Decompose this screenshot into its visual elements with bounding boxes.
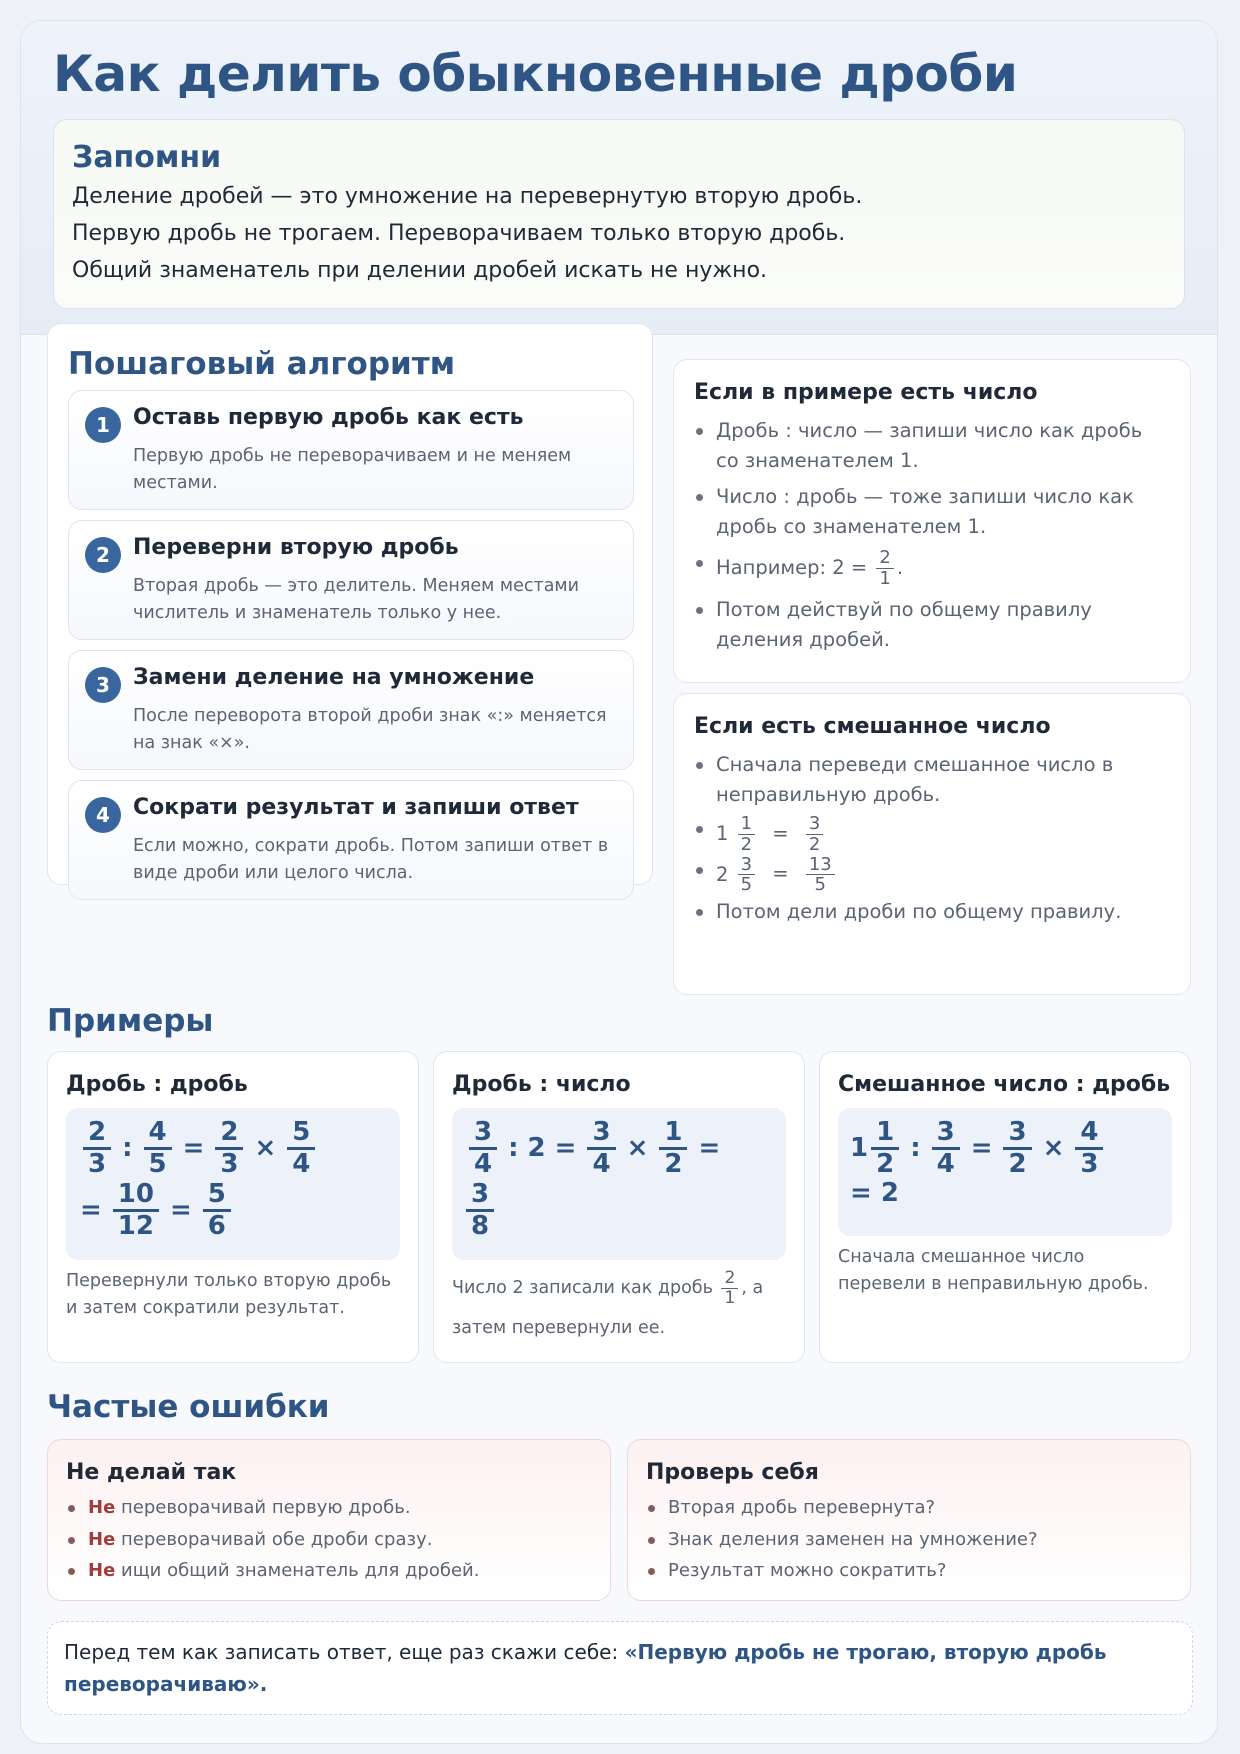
remember-box — [53, 119, 1185, 309]
example-prefix: Например: 2 = — [716, 555, 868, 579]
step-title: Замени деление на умножение — [133, 665, 535, 690]
algorithm-card — [47, 323, 653, 885]
example-note: Число 2 записали как дробь $\frac{2}{1}$ , а затем перевернули ее. — [452, 1267, 764, 1338]
tip-text: Перед тем как записать ответ, еще раз скажи себе: — [64, 1640, 619, 1664]
fraction: $\frac{2}{1}$ — [721, 1269, 738, 1307]
header-section — [21, 21, 1217, 335]
number-case-card — [673, 359, 1191, 683]
check-title: Проверь себя — [646, 1460, 819, 1485]
step-description: Если можно, сократи дробь. Потом запиши ответ в виде дроби или целого числа. — [133, 836, 609, 883]
math-expression: $\frac{3}{4}$ : 2 = $\frac{3}{4}$ × $\frac{1}{2}$ = $\frac{3}{8}$ — [452, 1108, 786, 1260]
step-number-badge: 3 — [85, 667, 121, 703]
algorithm-heading: Пошаговый алгоритм — [68, 346, 456, 382]
list-item: 2 $\frac{3}{5}$ = $\frac{13}{5}$ — [694, 855, 1164, 896]
list-item: Потом действуй по общему правилу деления дробей. — [694, 595, 1164, 655]
list-item: Потом дели дроби по общему правилу. — [694, 897, 1164, 927]
example-card-fraction-by-fraction — [47, 1051, 419, 1363]
list-item: 1 $\frac{1}{2}$ = $\frac{3}{2}$ — [694, 814, 1164, 855]
dont-list — [66, 1492, 596, 1587]
check-list — [646, 1492, 1176, 1587]
dont-title: Не делай так — [66, 1460, 237, 1485]
math-expression: 1 $\frac{1}{2}$ : $\frac{3}{4}$ = $\frac{3}{2}$ × $\frac{4}{3}$ = 2 — [838, 1108, 1172, 1236]
fraction: $\frac{2}{1}$ — [876, 548, 893, 589]
page-title: Как делить обыкновенные дроби — [53, 45, 1018, 103]
example-title: Смешанное число : дробь — [838, 1072, 1171, 1097]
example-title: Дробь : дробь — [66, 1072, 248, 1097]
list-item: Результат можно сократить? — [646, 1555, 1176, 1587]
fraction: $\frac{13}{5}$ — [806, 855, 835, 896]
remember-line: Первую дробь не трогаем. Переворачиваем только вторую дробь. — [72, 221, 846, 246]
mixed-case-list — [694, 750, 1164, 927]
math-expression: $\frac{2}{3}$ : $\frac{4}{5}$ = $\frac{2}{3}$ × $\frac{5}{4}$ = $\frac{10}{12}$ = $\frac{5}{6}$ — [66, 1108, 400, 1260]
number-case-heading: Если в примере есть число — [694, 380, 1038, 405]
reminder-tip — [47, 1621, 1193, 1715]
step-number-badge: 2 — [85, 537, 121, 573]
step-description: Вторая дробь — это делитель. Меняем местами числитель и знаменатель только у нее. — [133, 576, 580, 623]
example-title: Дробь : число — [452, 1072, 631, 1097]
step-4 — [68, 780, 634, 900]
example-note: Перевернули только вторую дробь и затем сократили результат. — [66, 1271, 392, 1318]
example-card-fraction-by-number — [433, 1051, 805, 1363]
list-item: Не ищи общий знаменатель для дробей. — [66, 1555, 596, 1587]
tip-quote: «Первую дробь не трогаю, вторую дробь переворачиваю». — [64, 1640, 1107, 1696]
fraction: $\frac{3}{5}$ — [738, 855, 755, 896]
step-2 — [68, 520, 634, 640]
step-title: Сократи результат и запиши ответ — [133, 795, 579, 820]
list-item: Знак деления заменен на умножение? — [646, 1524, 1176, 1556]
step-description: После переворота второй дроби знак «:» меняется на знак «×». — [133, 706, 607, 753]
step-number-badge: 1 — [85, 407, 121, 443]
remember-line: Деление дробей — это умножение на перевернутую вторую дробь. — [72, 184, 863, 209]
examples-heading: Примеры — [47, 1003, 214, 1039]
step-title: Оставь первую дробь как есть — [133, 405, 524, 430]
dont-card — [47, 1439, 611, 1601]
check-yourself-card — [627, 1439, 1191, 1601]
step-3 — [68, 650, 634, 770]
number-case-list — [694, 416, 1164, 655]
mistakes-heading: Частые ошибки — [47, 1389, 330, 1425]
list-item: Не переворачивай первую дробь. — [66, 1492, 596, 1524]
list-item: Вторая дробь перевернута? — [646, 1492, 1176, 1524]
fraction: $\frac{3}{2}$ — [806, 814, 823, 855]
list-item: Дробь : число — запиши число как дробь со знаменателем 1. — [694, 416, 1164, 476]
list-item: Не переворачивай обе дроби сразу. — [66, 1524, 596, 1556]
remember-heading: Запомни — [72, 140, 222, 175]
list-item: Например: 2 = $\frac{2}{1}$ . — [694, 548, 1164, 589]
example-card-mixed-by-fraction — [819, 1051, 1191, 1363]
worksheet-page — [20, 20, 1218, 1744]
step-number-badge: 4 — [85, 797, 121, 833]
step-title: Переверни вторую дробь — [133, 535, 459, 560]
example-note: Сначала смешанное число перевели в неправильную дробь. — [838, 1247, 1149, 1294]
remember-line: Общий знаменатель при делении дробей искать не нужно. — [72, 258, 768, 283]
fraction: $\frac{1}{2}$ — [738, 814, 755, 855]
step-description: Первую дробь не переворачиваем и не меняем местами. — [133, 446, 572, 493]
list-item: Число : дробь — тоже запиши число как дробь со знаменателем 1. — [694, 482, 1164, 542]
mixed-case-heading: Если есть смешанное число — [694, 714, 1051, 739]
step-1 — [68, 390, 634, 510]
list-item: Сначала переведи смешанное число в неправильную дробь. — [694, 750, 1164, 810]
mixed-case-card — [673, 693, 1191, 995]
